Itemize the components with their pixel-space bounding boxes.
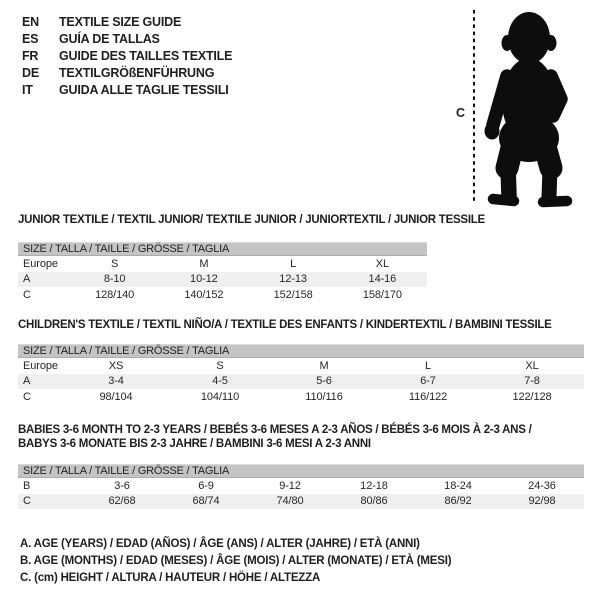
table-cell: 62/68 [108,495,136,508]
table-cell: 6-7 [420,375,436,388]
size-table [18,344,584,405]
table-row [18,272,427,288]
language-row [22,82,232,99]
table-cell: 12-13 [279,273,307,286]
language-label: GUIDA ALLE TAGLIE TESSILI [59,83,229,98]
row-label: C [23,495,31,508]
table-cell: 104/110 [200,390,240,403]
language-code: IT [22,83,33,98]
table-cell: M [319,359,329,372]
table-cell: 152/158 [273,288,313,301]
language-row [22,65,232,82]
toddler-figure [450,2,580,210]
language-row [22,30,232,47]
row-label: A [23,375,31,388]
table-cell: M [199,257,209,270]
table-cell: 110/116 [305,390,343,403]
language-code: DE [22,66,39,81]
table-cell: 92/98 [528,495,556,508]
size-table-section [18,423,584,509]
footnotes [20,536,451,587]
row-label: C [23,288,31,301]
table-row [18,478,584,494]
table-cell: 18-24 [444,479,472,492]
row-label: B [23,479,31,492]
language-row [22,47,232,64]
table-row [18,358,584,374]
size-header-bar: SIZE / TALLA / TAILLE / GRÖSSE / TAGLIA [18,464,584,478]
table-cell: XL [525,359,539,372]
table-title-line: BABIES 3-6 MONTH TO 2-3 YEARS / BEBÉS 3-6 MESES A 2-3 AÑOS / BÉBÉS 3-6 MOIS À 2-3 ANS / [18,424,532,436]
table-cell: 10-12 [190,273,218,286]
language-label: GUIDE DES TAILLES TEXTILE [59,48,233,63]
table-cell: XL [375,257,389,270]
table-cell: 12-18 [360,479,388,492]
table-cell: 24-36 [528,479,556,492]
row-label: C [23,390,31,403]
footnote-line: A. AGE (YEARS) / EDAD (AÑOS) / ÂGE (ANS) / ALTER (JAHRE) / ETÀ (ANNI) [20,538,420,550]
language-code: FR [22,48,39,63]
table-cell: 68/74 [192,495,220,508]
table-cell: 116/122 [408,390,448,403]
size-header-bar: SIZE / TALLA / TAILLE / GRÖSSE / TAGLIA [18,344,584,358]
size-table-section [18,318,584,405]
table-cell: 140/152 [184,288,224,301]
table-row [18,494,584,510]
footnote-line: B. AGE (MONTHS) / EDAD (MESES) / ÂGE (MOIS) / ALTER (MONATE) / ETÀ (MESI) [20,555,452,567]
table-cell: 4-5 [212,375,228,388]
language-code: ES [22,31,39,46]
language-label: TEXTILGRÖßENFÜHRUNG [59,66,215,81]
table-cell: 6-9 [198,479,214,492]
toddler-silhouette-icon [485,12,568,202]
table-cell: 14-16 [368,273,397,286]
table-cell: 74/80 [276,495,304,508]
row-label: Europe [23,359,58,372]
table-cell: 80/86 [360,495,388,508]
table-cell: 5-6 [316,375,332,388]
table-cell: S [111,257,119,270]
table-title-line: JUNIOR TEXTILE / TEXTIL JUNIOR/ TEXTILE JUNIOR / JUNIORTEXTIL / JUNIOR TESSILE [18,214,485,226]
table-cell: L [290,257,297,270]
row-label: Europe [23,257,58,270]
table-cell: 86/92 [444,495,472,508]
size-table-section [18,213,584,303]
table-cell: XS [108,359,124,372]
table-cell: 9-12 [279,479,301,492]
footnote-line: C. (cm) HEIGHT / ALTURA / HAUTEUR / HÖHE / ALTEZZA [20,572,321,584]
size-table [18,464,584,509]
table-cell: S [216,359,224,372]
language-code: EN [22,14,39,29]
height-measure-label: C [456,106,466,120]
table-cell: 158/170 [362,288,402,301]
table-title-line: CHILDREN'S TEXTILE / TEXTIL NIÑO/A / TEXTILE DES ENFANTS / KINDERTEXTIL / BAMBINI TESSILE [18,319,552,331]
table-cell: 3-4 [108,375,124,388]
size-header-bar: SIZE / TALLA / TAILLE / GRÖSSE / TAGLIA [18,242,427,256]
table-row [18,389,584,405]
language-title-list [22,13,232,99]
table-cell: 128/140 [95,288,135,301]
table-row [18,256,427,272]
table-cell: 7-8 [524,375,540,388]
table-cell: 98/104 [99,390,133,403]
table-title-line: BABYS 3-6 MONATE BIS 2-3 JAHRE / BAMBINI 3-6 MESI A 2-3 ANNI [18,438,371,450]
table-cell: 3-6 [114,479,130,492]
table-cell: L [424,359,432,372]
size-table [18,242,427,303]
language-label: TEXTILE SIZE GUIDE [59,14,182,29]
table-row [18,287,427,303]
language-label: GUÍA DE TALLAS [59,31,160,46]
table-cell: 8-10 [103,273,126,286]
language-row [22,13,232,30]
row-label: A [23,273,31,286]
table-cell: 122/128 [512,390,552,403]
table-row [18,374,584,390]
